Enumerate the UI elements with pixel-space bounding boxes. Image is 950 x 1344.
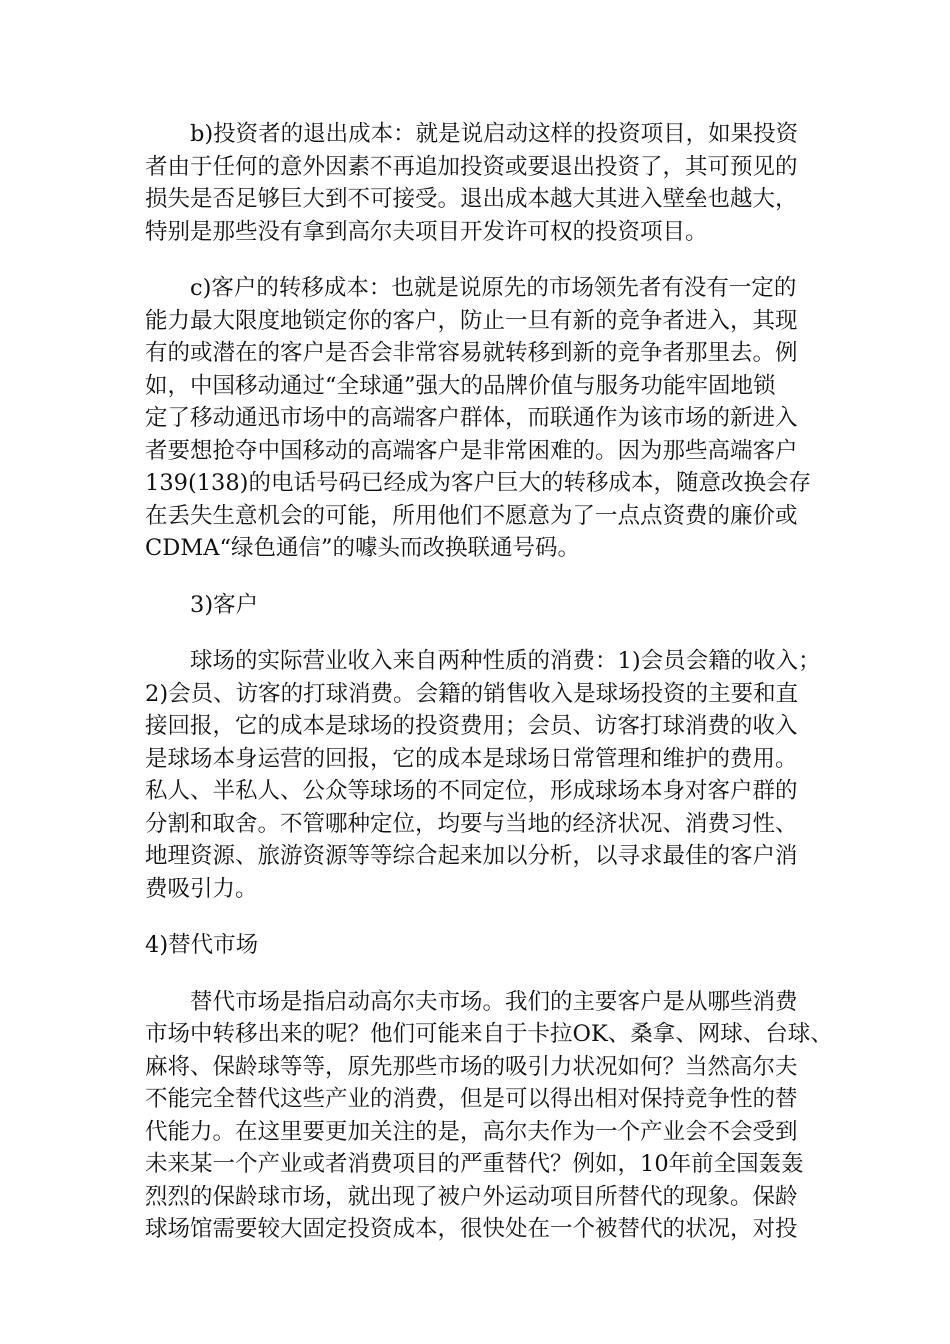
text-line: 在丢失生意机会的可能，所用他们不愿意为了一点点资费的廉价或 [145, 502, 798, 529]
paragraph-switching-cost [145, 272, 811, 565]
text-line: 市场中转移出来的呢？他们可能来自于卡拉OK、桑拿、网球、台球、 [145, 1021, 833, 1047]
text-line: 烈烈的保龄球市场，就出现了被户外运动项目所替代的现象。保龄 [145, 1183, 798, 1210]
text-line: 如，中国移动通过“全球通”强大的品牌价值与服务功能牢固地锁 [145, 372, 776, 399]
document-body [145, 118, 833, 1270]
text-line: 球场的实际营业收入来自两种性质的消费：1)会员会籍的收入； [190, 648, 821, 674]
text-line: 能力最大限度地锁定你的客户，防止一旦有新的竞争者进入，其现 [145, 307, 798, 334]
text-line: c)客户的转移成本：也就是说原先的市场领先者有没有一定的 [190, 275, 797, 301]
text-line: 定了移动通迅市场中的高端客户群体，而联通作为该市场的新进入 [145, 405, 798, 431]
text-line: 特别是那些没有拿到高尔夫项目开发许可权的投资项目。 [145, 218, 708, 245]
text-line: 2)会员、访客的打球消费。会籍的销售收入是球场投资的主要和直 [145, 680, 799, 707]
paragraph-exit-cost [145, 118, 805, 248]
heading-text: 4)替代市场 [145, 932, 259, 958]
text-line: 未来某一个产业或者消费项目的严重替代？例如，10年前全国轰轰 [145, 1151, 804, 1177]
text-line: b)投资者的退出成本：就是说启动这样的投资项目，如果投资 [190, 121, 799, 147]
text-line: 私人、半私人、公众等球场的不同定位，形成球场本身对客户群的 [145, 778, 798, 804]
text-line: 有的或潜在的客户是否会非常容易就转移到新的竞争者那里去。例 [145, 340, 798, 366]
text-line: 不能完全替代这些产业的消费，但是可以得出相对保持竞争性的替 [145, 1086, 798, 1112]
text-line: 地理资源、旅游资源等等综合起来加以分析，以寻求最佳的客户消 [145, 843, 798, 869]
text-line: CDMA“绿色通信”的噱头而改换联通号码。 [145, 535, 581, 561]
text-line: 139(138)的电话号码已经成为客户巨大的转移成本，随意改换会存 [145, 470, 811, 496]
text-line: 球场馆需要较大固定投资成本，很快处在一个被替代的状况，对投 [145, 1216, 798, 1242]
paragraph-customers [145, 645, 821, 905]
section-heading-substitute-market [145, 929, 805, 962]
paragraph-substitute-market [145, 986, 833, 1246]
text-line: 是球场本身运营的回报，它的成本是球场日常管理和维护的费用。 [145, 745, 798, 772]
text-line: 麻将、保龄球等等，原先那些市场的吸引力状况如何？当然高尔夫 [145, 1053, 798, 1080]
text-line: 分割和取舍。不管哪种定位，均要与当地的经济状况、消费习性、 [145, 810, 798, 837]
heading-text: 3)客户 [190, 591, 259, 618]
text-line: 费吸引力。 [145, 875, 258, 902]
text-line: 损失是否足够巨大到不可接受。退出成本越大其进入壁垒也越大， [145, 186, 798, 212]
text-line: 者要想抢夺中国移动的高端客户是非常困难的。因为那些高端客户 [145, 437, 798, 464]
text-line: 替代市场是指启动高尔夫市场。我们的主要客户是从哪些消费 [190, 988, 798, 1015]
text-line: 代能力。在这里要更加关注的是，高尔夫作为一个产业会不会受到 [145, 1118, 798, 1145]
text-line: 接回报，它的成本是球场的投资费用；会员、访客打球消费的收入 [145, 713, 798, 739]
text-line: 者由于任何的意外因素不再追加投资或要退出投资了，其可预见的 [145, 153, 798, 180]
section-heading-customers [145, 589, 805, 622]
